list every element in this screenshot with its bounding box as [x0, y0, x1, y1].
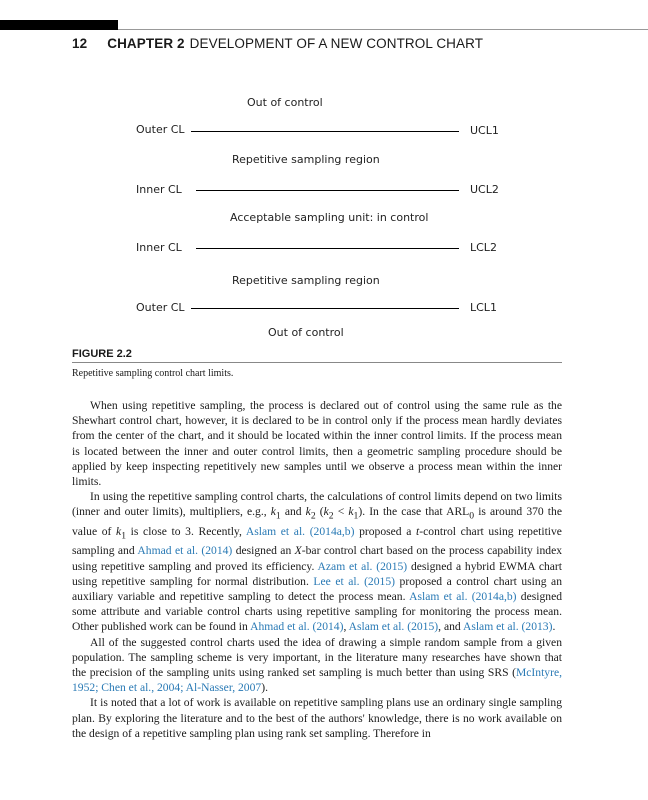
math-k: k [305, 505, 311, 519]
math-t: t [416, 524, 420, 538]
text-span: and [284, 505, 302, 519]
math-k: k [270, 505, 276, 519]
citation-link[interactable]: Azam et al. (2015) [317, 559, 408, 573]
text-span: is around [478, 505, 523, 519]
limit-line-ucl1 [191, 131, 459, 132]
citation-link[interactable]: Aslam et al. (2014a,b) [409, 590, 517, 604]
paragraph-1: When using repetitive sampling, the process is declared out of control using the same rule as the Shewhart control chart, however, it is declared to be in control only if the process mean hardly deviates from the center of the chart, and it should be located within the inner control limits. If the process mean is located between the inner and outer control limits, then a geometric sampling procedure should be applied by keep inspecting repetitively new samples until we observe a process mean within the inner limits. [72, 399, 562, 489]
figure-caption: Repetitive sampling control chart limits. [72, 368, 234, 379]
math-sub: 0 [469, 510, 475, 522]
math-k: k [116, 524, 122, 538]
figure-region: Repetitive sampling region [232, 274, 380, 287]
figure-caption-rule [72, 362, 562, 363]
citation-link[interactable]: Aslam et al. (2015) [348, 620, 439, 634]
running-head [72, 36, 483, 51]
citation-link[interactable]: McIntyre, 1952; Chen et al., 2004; Al-Nasser, 2007 [72, 666, 562, 695]
figure-row-left: Outer CL [136, 123, 185, 136]
math-paren: ) [358, 505, 363, 519]
text-span: , and [438, 620, 461, 634]
limit-line-lcl1 [191, 308, 459, 309]
text-span: In using the repetitive sampling control charts, the calculations of control limits depend on two limits (inner and outer limits), multipliers, e.g., [72, 490, 562, 519]
math-sub: 1 [121, 530, 127, 542]
citation-link[interactable]: Aslam et al. (2013) [462, 620, 553, 634]
header-rule [118, 29, 648, 30]
text-span: designed some attribute and variable control charts using repetitive sampling for monitoring the process mean. Other published work can be found in [72, 590, 563, 634]
text-span: All of the suggested control charts used the idea of drawing a simple random sample from a given population. The sampling scheme is very important, in the literature many researches have shown that the precision of the sampling units using ranked set sampling is much better than using SRS ( [72, 635, 562, 680]
citation-link[interactable]: Aslam et al. (2014a,b) [245, 524, 355, 538]
text-span: -bar control chart based on the process capability index using repetitive sampling and proved its efficiency. [72, 544, 563, 573]
figure-row-right: UCL1 [470, 124, 499, 137]
math-k: k [323, 505, 329, 519]
citation-link[interactable]: Lee et al. (2015) [313, 574, 395, 588]
text-span: designed a hybrid EWMA chart using repetitive sampling for normal distribution. [72, 559, 563, 588]
math-x: X [294, 544, 302, 558]
math-sub: 2 [310, 510, 316, 522]
figure-bottom-region: Out of control [268, 326, 344, 339]
figure-row-left: Outer CL [136, 301, 185, 314]
figure-row-left: Inner CL [136, 183, 182, 196]
text-span: 370 the value of [72, 505, 562, 538]
chapter-title: DEVELOPMENT OF A NEW CONTROL CHART [189, 36, 484, 51]
figure-label: FIGURE 2.2 [72, 348, 132, 360]
figure-row-right: LCL1 [470, 301, 497, 314]
text-span: ). [261, 681, 268, 695]
header-bar [0, 20, 118, 30]
text-span: . In the case that ARL [362, 505, 470, 519]
text-span: proposed a control chart using an auxiliary variable and repetitive sampling to detect the process mean. [72, 574, 562, 604]
limit-line-lcl2 [196, 248, 459, 249]
citation-link[interactable]: Ahmad et al. (2014) [137, 544, 233, 558]
limit-line-ucl2 [196, 190, 459, 191]
chapter-label: CHAPTER 2 [107, 36, 185, 51]
math-k: k [348, 505, 354, 519]
page-number: 12 [72, 36, 88, 51]
body-text [72, 398, 562, 741]
figure-row-right: UCL2 [470, 183, 499, 196]
text-span: is close to 3. Recently, [130, 524, 242, 538]
paragraph-2: In using the repetitive sampling control charts, the calculations of control limits depend on two limits (inner and outer limits), multipliers, e.g., $k_1$ and $k_2$ $(k_2 < k_1)$. In the case that $ARL_0$ is around 370 the value of $k_1$ is close to 3. Recently, Aslam et al. (2014a,b) proposed a t-control chart using repetitive sampling and Ahmad et al. (2014) designed an X-bar control chart based on the process capability index using repetitive sampling and proved its efficiency. Azam et al. (2015) designed a hybrid EWMA chart using repetitive sampling for normal distribution. Lee et al. (2015) proposed a control chart using an auxiliary variable and repetitive sampling to detect the process mean. Aslam et al. (2014a,b) designed some attribute and variable control charts using repetitive sampling for monitoring the process mean. Other published work can be found in Ahmad et al. (2014), Aslam et al. (2015), and Aslam et al. (2013). [72, 490, 563, 634]
math-sub: 1 [353, 510, 359, 522]
math-lt: < [337, 505, 345, 519]
figure-region: Repetitive sampling region [232, 153, 380, 166]
citation-link[interactable]: Ahmad et al. (2014) [250, 620, 344, 634]
figure-row-right: LCL2 [470, 241, 497, 254]
figure-row-left: Inner CL [136, 241, 182, 254]
math-paren: ( [319, 505, 324, 519]
paragraph-3 [72, 635, 562, 696]
text-span: -control chart using repetitive sampling and [72, 524, 562, 558]
figure-region: Acceptable sampling unit: in control [230, 211, 429, 224]
paragraph-4: It is noted that a lot of work is available on repetitive sampling plans use an ordinary single sampling plan. By exploring the literature and to the best of the authors' knowledge, there is no work available on the design of a repetitive sampling plan using rank set sampling. Therefore in [72, 696, 562, 740]
figure-top-region: Out of control [247, 96, 323, 109]
text-span: designed an [235, 544, 292, 558]
math-sub: 2 [328, 510, 334, 522]
text-span: proposed a [359, 524, 412, 538]
math-sub: 1 [275, 510, 281, 522]
